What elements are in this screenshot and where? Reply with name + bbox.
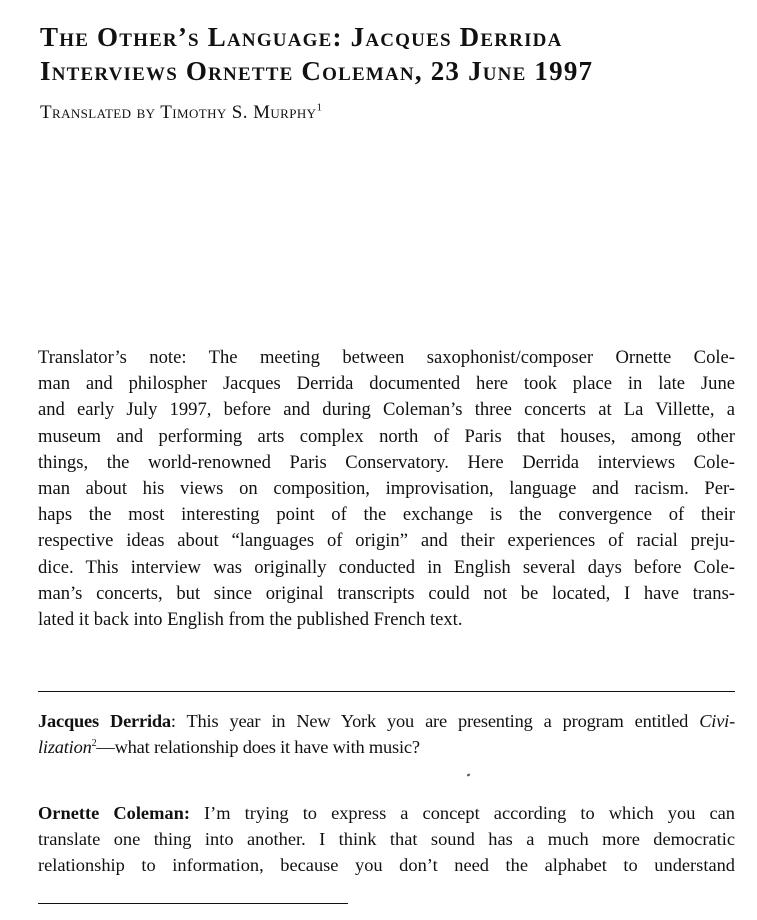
footnote-marker-2[interactable]: 2: [91, 737, 97, 749]
question-derrida: [38, 708, 735, 760]
question-text-cont: —what relationship does it have with music?: [96, 737, 420, 757]
program-title: Civi-: [699, 711, 735, 731]
note-line: haps the most interesting point of the exchange is the convergence of their: [38, 504, 735, 526]
footnote-marker-1[interactable]: 1: [316, 101, 323, 114]
question-line: [38, 734, 735, 760]
title-line-2: Interviews Ornette Coleman, 23 June 1997: [40, 56, 594, 86]
note-line: things, the world-renowned Paris Conservatory. Here Derrida interviews Cole-: [38, 451, 735, 473]
question-text: : This year in New York you are presenting a program entitled: [170, 711, 700, 731]
note-line: man’s concerts, but since original transcripts could not be located, I have trans-: [38, 582, 735, 604]
answer-line: [38, 800, 735, 826]
note-line: dice. This interview was originally conducted in English several days before Cole-: [38, 556, 735, 578]
speaker-coleman: Ornette Coleman:: [38, 803, 190, 823]
program-title-cont: lization: [38, 737, 92, 757]
answer-coleman: [38, 800, 735, 878]
scan-speck: [467, 773, 471, 776]
translator-note: [38, 345, 735, 633]
translator-byline: [40, 102, 322, 124]
note-line: museum and performing arts complex north of Paris that houses, among other: [38, 425, 735, 447]
note-line: lated it back into English from the published French text.: [38, 609, 463, 631]
note-line: and early July 1997, before and during Coleman’s three concerts at La Villette, a: [38, 399, 735, 421]
answer-line: relationship to information, because you don’t need the alphabet to understand: [38, 855, 735, 875]
byline-text: Translated by Timothy S. Murphy: [40, 102, 317, 123]
note-line: respective ideas about “languages of origin” and their experiences of racial preju-: [38, 530, 735, 552]
note-line: man about his views on composition, improvisation, language and racism. Per-: [38, 478, 735, 500]
section-divider: [38, 691, 735, 692]
note-line: Translator’s note: The meeting between saxophonist/composer Ornette Cole-: [38, 347, 735, 368]
article-title: [40, 20, 730, 88]
question-line: [38, 708, 735, 734]
speaker-derrida: Jacques Derrida: [38, 711, 171, 731]
note-line: man and philospher Jacques Derrida documented here took place in late June: [38, 373, 735, 395]
title-line-1: The Other’s Language: Jacques Derrida: [40, 22, 563, 52]
answer-text: I’m trying to express a concept according to which you can: [189, 803, 735, 823]
answer-line: translate one thing into another. I think that sound has a much more democratic: [38, 829, 735, 849]
footnote-separator: [38, 903, 348, 904]
